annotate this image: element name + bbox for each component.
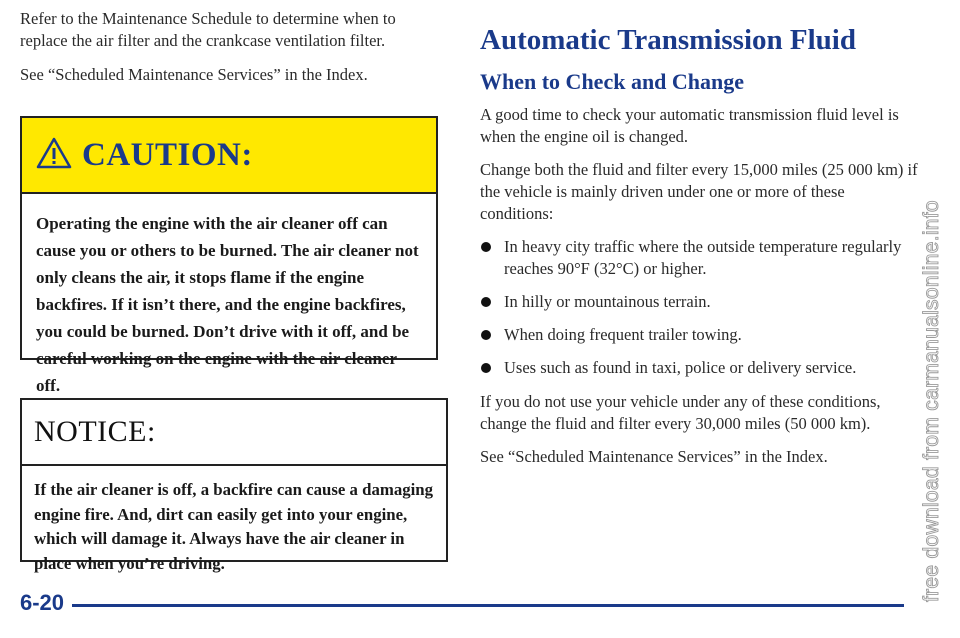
notice-box <box>20 398 448 573</box>
section-heading: Automatic Transmission Fluid <box>480 24 856 56</box>
caution-header <box>22 118 436 194</box>
watermark-text: free download from carmanualsonline.info <box>920 200 943 602</box>
page-number: 6-20 <box>20 590 65 615</box>
caution-box <box>20 116 438 395</box>
right-column <box>480 22 920 479</box>
bullet-icon <box>481 363 491 373</box>
list-item: In hilly or mountainous terrain. <box>480 291 920 313</box>
list-item: In heavy city traffic where the outside temperature regularly reaches 90°F (32°C) or higher. <box>480 236 920 280</box>
bullet-icon <box>481 297 491 307</box>
watermark <box>904 30 954 610</box>
paragraph-change-interval: Change both the fluid and filter every 15,000 miles (25 000 km) if the vehicle is mainly driven under one or more of these conditions: <box>480 160 918 223</box>
paragraph-normal-interval: If you do not use your vehicle under any of these conditions, change the fluid and filter every 30,000 miles (50 000 km). <box>480 392 881 433</box>
conditions-list <box>480 236 920 379</box>
section-subheading: When to Check and Change <box>480 69 745 94</box>
list-item: When doing frequent trailer towing. <box>480 324 920 346</box>
paragraph-see-index: See “Scheduled Maintenance Services” in the Index. <box>480 447 828 466</box>
intro-see-index: See “Scheduled Maintenance Services” in the Index. <box>20 65 368 84</box>
footer-rule <box>72 604 904 607</box>
warning-triangle-icon <box>36 137 72 174</box>
bullet-icon <box>481 242 491 252</box>
left-intro <box>20 8 440 98</box>
paragraph-check-time: A good time to check your automatic transmission fluid level is when the engine oil is changed. <box>480 105 899 146</box>
notice-header <box>22 400 446 466</box>
intro-paragraph: Refer to the Maintenance Schedule to determine when to replace the air filter and the crankcase ventilation filter. <box>20 9 396 50</box>
list-item: Uses such as found in taxi, police or delivery service. <box>480 357 920 379</box>
bullet-icon <box>481 330 491 340</box>
notice-title: NOTICE: <box>34 415 156 448</box>
notice-text: If the air cleaner is off, a backfire can cause a damaging engine fire. And, dirt can easily get into your engine, which will damage it. Always have the air cleaner in place when you’re driving. <box>34 480 433 573</box>
caution-title: CAUTION: <box>82 136 253 173</box>
caution-text: Operating the engine with the air cleaner off can cause you or others to be burned. The air cleaner not only cleans the air, it stops flame if the engine backfires. If it isn’t there, and the engine backfires, you could be burned. Don’t drive with it off, and be careful working on the engine with the air cleaner off. <box>36 214 419 395</box>
